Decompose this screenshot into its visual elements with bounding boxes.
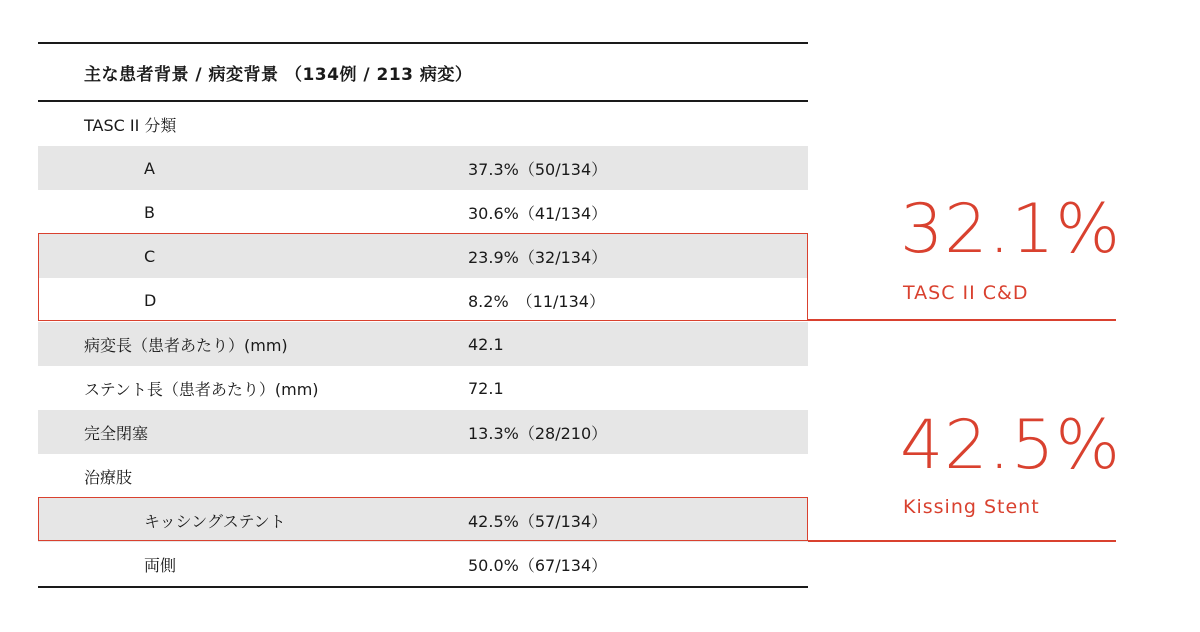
row-label: 完全閉塞 xyxy=(84,423,149,443)
row-label: キッシングステント xyxy=(144,511,286,531)
row-treated-limb xyxy=(38,454,808,498)
tasc-cd-percentage: 32.1% xyxy=(900,190,1122,269)
row-label: 両側 xyxy=(144,555,177,575)
row-label: 治療肢 xyxy=(84,467,133,487)
row-tasc-classification xyxy=(38,102,808,146)
row-tasc-a xyxy=(38,146,808,190)
row-label: C xyxy=(144,246,156,266)
row-value: 50.0%（67/134） xyxy=(468,555,608,575)
row-value: 23.9%（32/134） xyxy=(468,247,608,267)
kissing-stent-percentage: 42.5% xyxy=(900,406,1122,485)
row-value: 8.2% （11/134） xyxy=(468,291,605,311)
tasc-cd-highlight-box xyxy=(38,233,808,321)
row-lesion-length xyxy=(38,322,808,366)
row-stent-length xyxy=(38,366,808,410)
row-value: 72.1 xyxy=(468,378,504,398)
kissing-stent-label: Kissing Stent xyxy=(903,496,1040,518)
row-label: TASC II 分類 xyxy=(84,115,177,135)
row-value: 13.3%（28/210） xyxy=(468,423,608,443)
kissing-stent-highlight-box xyxy=(38,497,808,541)
row-value: 30.6%（41/134） xyxy=(468,203,608,223)
tasc-cd-callout-line xyxy=(808,319,1116,321)
row-value: 37.3%（50/134） xyxy=(468,159,608,179)
table-header: 主な患者背景 / 病変背景 （134例 / 213 病変） xyxy=(38,44,808,102)
row-value: 42.5%（57/134） xyxy=(468,511,608,531)
kissing-stent-callout-line xyxy=(808,540,1116,542)
row-total-occlusion xyxy=(38,410,808,454)
row-bilateral xyxy=(38,542,808,586)
row-label: 病変長（患者あたり）(mm) xyxy=(84,335,288,355)
row-label: A xyxy=(144,158,155,178)
row-label: ステント長（患者あたり）(mm) xyxy=(84,379,319,399)
row-tasc-b xyxy=(38,190,808,234)
row-value: 42.1 xyxy=(468,334,504,354)
row-label: D xyxy=(144,290,157,310)
table-bottom-rule xyxy=(38,586,808,588)
tasc-cd-label: TASC II C&D xyxy=(903,282,1029,304)
row-label: B xyxy=(144,202,155,222)
